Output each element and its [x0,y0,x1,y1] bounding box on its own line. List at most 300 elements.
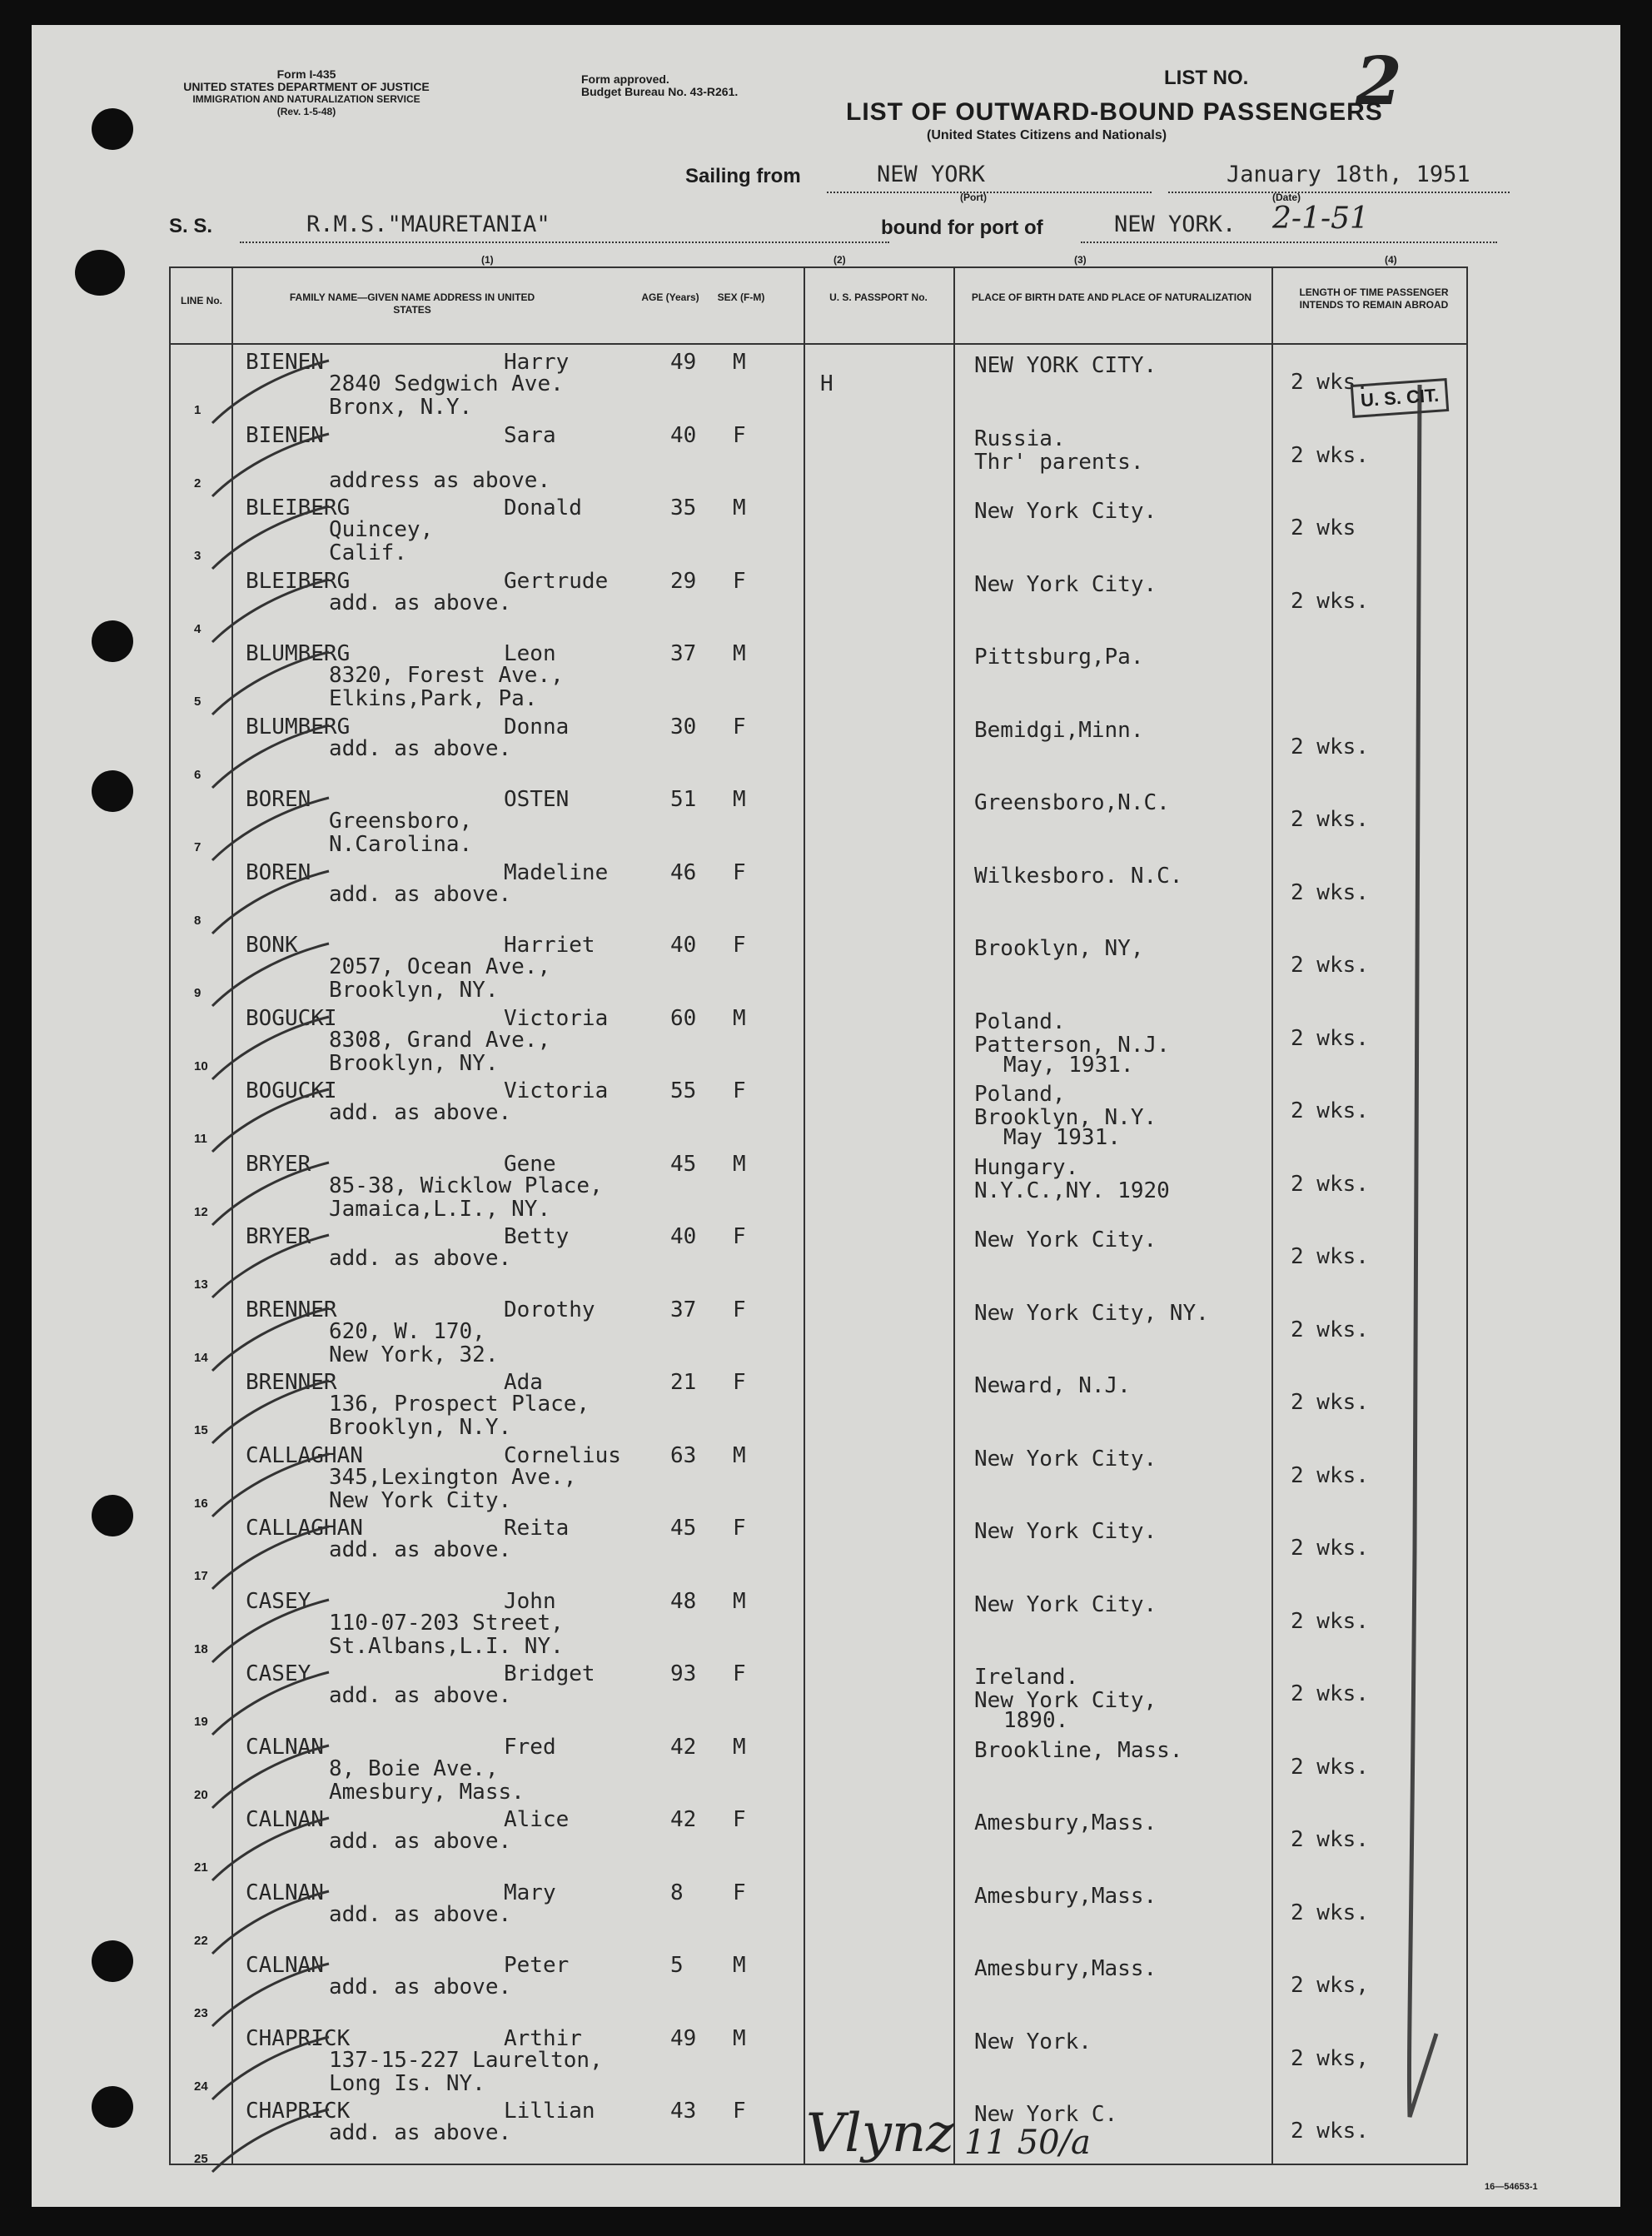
address-line-1: add. as above. [329,1246,512,1271]
given-name: Harriet [504,933,595,958]
birth-line-1: Brookline, Mass. [974,1737,1183,1763]
form-header-mid [581,73,738,98]
family-name: BRYER [246,1224,311,1249]
sex: M [733,787,746,812]
address-line-1: add. as above. [329,1901,512,1927]
col-number-2: (2) [833,254,846,266]
sex: M [733,2025,746,2051]
birth-line-1: New York City. [974,499,1157,524]
given-name: Madeline [504,859,609,885]
row-check-mark [204,575,346,650]
address-line-1: add. as above. [329,735,512,761]
stay-length: 2 wks. [1291,1244,1369,1269]
birth-line-1: Poland, [974,1082,1066,1107]
stay-length: 2 wks. [1291,588,1369,614]
stay-length: 2 wks. [1291,953,1369,978]
table-row [171,567,1466,640]
row-check-mark [204,1668,346,1743]
address-line-2: Calif. [329,540,407,565]
col-head-birth: PLACE OF BIRTH DATE AND PLACE OF NATURALIZATION [971,291,1252,303]
family-name: CALLAGHAN [246,1442,363,1468]
address-line-1: 2840 Sedgwich Ave. [329,371,564,396]
address-line-1: add. as above. [329,2120,512,2145]
table-row [171,1150,1466,1223]
punch-hole [92,108,133,150]
address-line-1: 137-15-227 Laurelton, [329,2047,603,2073]
family-name: CALLAGHAN [246,1516,363,1541]
line-number: 21 [194,1860,208,1875]
address-line-1: add. as above. [329,1829,512,1854]
birth-line-1: Russia. [974,426,1066,451]
birth-line-2: N.Y.C.,NY. 1920 [974,1178,1170,1203]
birth-line-1: Brooklyn, NY, [974,936,1144,961]
address-line-2: Amesbury, Mass. [329,1779,525,1805]
address-line-2: Brooklyn, NY. [329,1050,499,1076]
family-name: BRENNER [246,1370,337,1395]
line-number: 2 [194,476,202,491]
age: 29 [670,568,697,594]
birth-line-1: New York City. [974,1591,1157,1617]
sex: F [733,422,746,448]
stay-length: 2 wks. [1291,1025,1369,1051]
col-head-age: AGE (Years) [641,291,699,303]
bound-label: bound for port of [881,217,1043,239]
birth-line-1: New York City. [974,1519,1157,1544]
address-line-1: 8, Boie Ave., [329,1755,499,1781]
col-number-1: (1) [481,254,494,266]
punch-hole [92,2086,133,2128]
sex: M [733,1442,746,1468]
address-line-2: Bronx, N.Y. [329,395,473,420]
given-name: Peter [504,1953,570,1978]
sex: F [733,859,746,885]
birth-line-2: Thr' parents. [974,449,1144,475]
line-number: 7 [194,840,202,854]
birth-line-1: New York City. [974,571,1157,597]
stay-length: 2 wks. [1291,1608,1369,1634]
family-name: BLEIBERG [246,568,351,594]
birth-line-1: Greensboro,N.C. [974,790,1170,815]
family-name: CASEY [246,1661,311,1686]
address-line-2: New York, 32. [329,1342,499,1367]
age: 40 [670,933,697,958]
row-check-mark [204,430,346,505]
family-name: BOGUCKI [246,1005,337,1031]
age: 37 [670,1297,697,1322]
sex: M [733,496,746,520]
row-check-mark [204,1960,346,2034]
footer-code: 16—54653-1 [1485,2182,1538,2192]
age: 37 [670,641,697,666]
address-line-1: Quincey, [329,517,434,542]
birth-line-1: Hungary. [974,1154,1079,1180]
family-name: CHAPRICK [246,2099,351,2124]
age: 60 [670,1005,697,1031]
line-number: 23 [194,2006,208,2020]
sex: M [733,1005,746,1031]
col-head-passport: U. S. PASSPORT No. [829,291,928,303]
line-number: 14 [194,1350,208,1365]
given-name: Sara [504,422,556,448]
row-check-mark [204,1887,346,1962]
birth-line-3: 1890. [1003,1708,1069,1733]
age: 21 [670,1370,697,1395]
address-line-2: New York City. [329,1487,512,1513]
family-name: BIENEN [246,422,324,448]
given-name: Donald [504,496,582,520]
birth-line-1: NEW YORK CITY. [974,353,1157,378]
table-row [171,931,1466,1004]
passport-number: H [820,371,833,396]
family-name: CALNAN [246,1734,324,1760]
birth-line-1: New York C. [974,2102,1118,2127]
punch-hole [92,770,133,812]
given-name: Gene [504,1151,556,1177]
row-check-mark [204,1304,346,1379]
age: 35 [670,496,697,520]
address-line-1: 136, Prospect Place, [329,1392,590,1417]
handwritten-note: 11 50/a [964,2124,1091,2162]
row-check-mark [204,1085,346,1160]
given-name: Arthir [504,2025,582,2051]
row-check-mark [204,1522,346,1597]
age: 5 [670,1953,684,1978]
date-caption: (Date) [1272,192,1301,203]
service: IMMIGRATION AND NATURALIZATION SERVICE [192,93,420,105]
line-number: 13 [194,1277,208,1292]
line-number: 15 [194,1423,208,1437]
table-row [171,1733,1466,1806]
table-row [171,1514,1466,1587]
us-citizen-stamp: U. S. CIT. [1351,378,1450,418]
row-check-mark [204,2105,346,2180]
family-name: BLUMBERG [246,641,351,666]
table-row [171,1004,1466,1078]
birth-line-1: New York. [974,2029,1092,2054]
birth-line-1: Neward, N.J. [974,1373,1131,1398]
address-line-1: 620, W. 170, [329,1318,485,1344]
table-row [171,859,1466,932]
age: 55 [670,1078,697,1103]
approved-text: Form approved. [581,72,669,86]
table-row [171,640,1466,713]
line-number: 19 [194,1715,208,1729]
birth-line-3: May, 1931. [1003,1052,1134,1078]
row-check-mark [204,1450,346,1525]
birth-line-1: Ireland. [974,1665,1079,1690]
line-number: 5 [194,695,202,709]
birth-line-1: Bemidgi,Minn. [974,717,1144,743]
line-number: 3 [194,549,202,563]
given-name: Mary [504,1880,556,1905]
punch-hole [92,1495,133,1536]
line-number: 10 [194,1058,208,1073]
table-row [171,785,1466,859]
document-title: LIST OF OUTWARD-BOUND PASSENGERS [846,98,1383,126]
sex: F [733,1880,746,1905]
family-name: CASEY [246,1588,311,1614]
ss-label: S. S. [169,215,213,237]
stay-length: 2 wks. [1291,1900,1369,1925]
family-name: BONK [246,933,298,958]
table-row [171,1296,1466,1369]
given-name: Betty [504,1224,570,1249]
age: 42 [670,1807,697,1832]
line-number: 6 [194,767,202,782]
stay-length: 2 wks. [1291,1827,1369,1852]
row-check-mark [204,648,346,723]
list-no-label: LIST NO. [1164,67,1249,89]
address-line-1: 8320, Forest Ave., [329,663,564,688]
address-line-1: add. as above. [329,1100,512,1125]
family-name: BLEIBERG [246,496,351,520]
form-number: Form I-435 [276,67,336,81]
stay-length: 2 wks. [1291,442,1369,468]
sex: F [733,1661,746,1686]
line-number: 9 [194,986,202,1000]
sex: M [733,350,746,375]
sex: M [733,641,746,666]
given-name: Harry [504,350,570,375]
stay-length: 2 wks. [1291,370,1369,395]
birth-line-2: Brooklyn, N.Y. [974,1105,1157,1130]
row-check-mark [204,939,346,1014]
line-number: 20 [194,1787,208,1802]
given-name: Victoria [504,1078,609,1103]
given-name: Gertrude [504,568,609,594]
birth-line-2: New York City, [974,1688,1157,1713]
given-name: Dorothy [504,1297,595,1322]
address-line-1: 8308, Grand Ave., [329,1027,551,1053]
punch-hole [92,620,133,662]
stay-length: 2 wks. [1291,1462,1369,1488]
address-line-1: Greensboro, [329,809,473,834]
sex: F [733,1297,746,1322]
sailing-label: Sailing from [685,165,801,187]
stay-length: 2 wks. [1291,1098,1369,1123]
given-name: Alice [504,1807,570,1832]
sex: F [733,1516,746,1541]
row-check-mark [204,1377,346,1452]
line-number: 12 [194,1204,208,1219]
family-name: BOREN [246,859,311,885]
stay-length: 2 wks. [1291,1754,1369,1780]
age: 63 [670,1442,697,1468]
family-name: CALNAN [246,1880,324,1905]
given-name: Leon [504,641,556,666]
table-row [171,1223,1466,1296]
birth-line-1: Pittsburg,Pa. [974,645,1144,670]
sailing-port-field [827,162,1152,193]
line-number: 25 [194,2152,208,2166]
bound-port-field [1081,202,1497,243]
sailing-date-field [1168,162,1510,193]
birth-line-1: Amesbury,Mass. [974,1956,1157,1981]
table-row [171,2024,1466,2098]
age: 40 [670,1224,697,1249]
address-line-1: 110-07-203 Street, [329,1610,564,1636]
family-name: CALNAN [246,1807,324,1832]
sex: F [733,1807,746,1832]
col-number-4: (4) [1385,254,1397,266]
given-name: Fred [504,1734,556,1760]
row-check-mark [204,1231,346,1306]
stay-length: 2 wks. [1291,879,1369,905]
table-row [171,348,1466,421]
given-name: Bridget [504,1661,595,1686]
sex: M [733,1953,746,1978]
address-line-1: add. as above. [329,1537,512,1562]
table-row [171,1077,1466,1150]
department: UNITED STATES DEPARTMENT OF JUSTICE [183,80,430,93]
sailing-date: January 18th, 1951 [1227,162,1470,187]
address-line-2: Elkins,Park, Pa. [329,686,538,711]
row-check-mark [204,721,346,796]
sex: F [733,1078,746,1103]
age: 45 [670,1151,697,1177]
given-name: Cornelius [504,1442,621,1468]
address-line-1: 345,Lexington Ave., [329,1464,577,1490]
given-name: Reita [504,1516,570,1541]
line-number: 22 [194,1933,208,1948]
port-caption: (Port) [960,192,987,203]
row-check-mark [204,502,346,577]
birth-line-3: May 1931. [1003,1125,1121,1150]
sex: M [733,1151,746,1177]
row-check-mark [204,1741,346,1816]
list-no-value: 2 [1356,42,1402,120]
line-number: 1 [194,403,202,417]
line-number: 8 [194,913,202,928]
check-line-mark [1370,385,1453,2150]
family-name: CALNAN [246,1953,324,1978]
stay-length: 2 wks. [1291,1681,1369,1706]
birth-line-1: New York City. [974,1446,1157,1472]
table-row [171,1587,1466,1661]
family-name: BOREN [246,787,311,812]
family-name: BRYER [246,1151,311,1177]
age: 8 [670,1880,684,1905]
table-row [171,1442,1466,1515]
sex: M [733,1734,746,1760]
age: 51 [670,787,697,812]
punch-hole [75,250,125,296]
birth-line-1: Amesbury,Mass. [974,1883,1157,1909]
age: 42 [670,1734,697,1760]
sex: M [733,1588,746,1614]
age: 40 [670,422,697,448]
stay-length: 2 wks. [1291,807,1369,832]
col-head-name: FAMILY NAME—GIVEN NAME ADDRESS IN UNITED STATES [289,291,535,316]
sex: F [733,1370,746,1395]
stay-length: 2 wks, [1291,2045,1369,2071]
birth-line-1: Amesbury,Mass. [974,1810,1157,1835]
age: 43 [670,2099,697,2124]
given-name: Donna [504,714,570,740]
signature: Vlynz [806,2103,954,2164]
table-row [171,1660,1466,1733]
given-name: OSTEN [504,787,570,812]
form-header-left [157,68,456,118]
stay-length: 2 wks, [1291,1973,1369,1998]
row-check-mark [204,1596,346,1671]
row-check-mark [204,2033,346,2108]
age: 49 [670,2025,697,2051]
address-line-1: add. as above. [329,1975,512,1999]
row-check-mark [204,1158,346,1233]
stay-length: 2 wks. [1291,1171,1369,1197]
address-line-1: 2057, Ocean Ave., [329,954,551,979]
address-line-2: Long Is. NY. [329,2070,485,2096]
family-name: BOGUCKI [246,1078,337,1103]
row-check-mark [204,356,346,431]
col-head-line: LINE No. [181,295,222,306]
family-name: BRENNER [246,1297,337,1322]
stay-length: 2 wks. [1291,2119,1369,2144]
sex: F [733,568,746,594]
stay-length: 2 wks [1291,515,1356,540]
bound-hand-date: 2-1-51 [1272,202,1369,236]
address-line-2: St.Albans,L.I. NY. [329,1633,564,1659]
document-subtitle: (United States Citizens and Nationals) [927,128,1167,142]
col-head-sex: SEX (F-M) [717,291,765,303]
birth-line-1: Wilkesboro. N.C. [974,863,1183,889]
address-line-1: add. as above. [329,1683,512,1708]
line-number: 4 [194,621,202,636]
sex: F [733,1224,746,1249]
bound-port: NEW YORK. [1114,212,1237,237]
line-number: 17 [194,1569,208,1583]
document-page [32,25,1620,2207]
table-row [171,494,1466,567]
birth-line-2: Patterson, N.J. [974,1032,1170,1058]
punch-hole [92,1940,133,1982]
col-number-3: (3) [1074,254,1087,266]
col-head-length: LENGTH OF TIME PASSENGER INTENDS TO REMAIN ABROAD [1299,286,1449,311]
given-name: Victoria [504,1005,609,1031]
sailing-port: NEW YORK [877,162,986,187]
row-check-mark [204,794,346,869]
table-row [171,1805,1466,1879]
family-name: CHAPRICK [246,2025,351,2051]
passenger-table [169,266,1468,2165]
address-line-2: N.Carolina. [329,832,473,857]
birth-line-1: New York City. [974,1228,1157,1252]
age: 93 [670,1661,697,1686]
address-line-2: address as above. [329,467,551,493]
address-line-1: add. as above. [329,881,512,907]
address-line-2: Brooklyn, NY. [329,978,499,1003]
table-row [171,1368,1466,1442]
row-check-mark [204,1013,346,1088]
age: 46 [670,859,697,885]
ship-field [240,212,889,243]
sex: F [733,714,746,740]
age: 45 [670,1516,697,1541]
sex: F [733,2099,746,2124]
stay-length: 2 wks. [1291,1317,1369,1342]
stay-length: 2 wks. [1291,734,1369,759]
address-line-2: Jamaica,L.I., NY. [329,1196,551,1222]
budget-text: Budget Bureau No. 43-R261. [581,85,739,98]
table-row [171,713,1466,786]
line-number: 24 [194,2079,208,2094]
age: 49 [670,350,697,375]
line-number: 11 [194,1132,207,1146]
table-row [171,1951,1466,2024]
family-name: BLUMBERG [246,714,351,740]
sex: F [733,933,746,958]
